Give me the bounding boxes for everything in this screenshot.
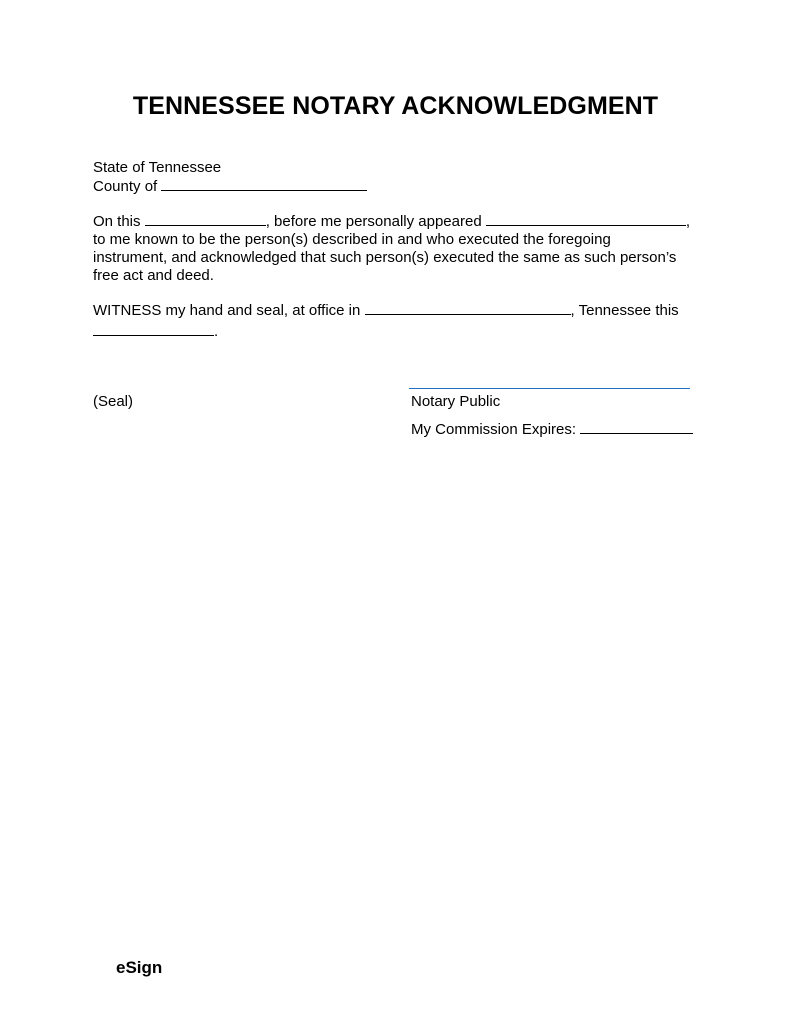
- esign-logo: eSign: [116, 958, 163, 977]
- county-line: [93, 177, 367, 196]
- date-blank[interactable]: [145, 212, 266, 226]
- para-line-4: free act and deed.: [93, 267, 214, 284]
- commission-label: My Commission Expires:: [411, 421, 577, 438]
- witness-paragraph: [93, 301, 705, 341]
- para-line-2: to me known to be the person(s) described in and who executed the foregoing: [93, 231, 611, 248]
- witness-line-1: [93, 301, 705, 320]
- notary-signature-line[interactable]: [409, 388, 690, 389]
- witness-tennessee-text: , Tennessee this: [570, 302, 679, 319]
- commission-expiry-blank[interactable]: [580, 420, 693, 434]
- county-label: County of: [93, 178, 158, 195]
- document-title: TENNESSEE NOTARY ACKNOWLEDGMENT: [132, 92, 659, 120]
- para-appeared-text: , before me personally appeared: [265, 213, 482, 230]
- county-blank[interactable]: [161, 177, 367, 191]
- office-location-blank[interactable]: [365, 301, 571, 315]
- witness-line-2: [93, 322, 705, 341]
- para-line-1: [93, 212, 705, 231]
- para-comma: ,: [685, 213, 691, 230]
- para-line-3: instrument, and acknowledged that such person(s) executed the same as such person’s: [93, 249, 677, 266]
- para-on-this-text: On this: [93, 213, 141, 230]
- witness-period: .: [214, 323, 219, 340]
- person-name-blank[interactable]: [486, 212, 686, 226]
- notary-public-label: Notary Public: [411, 393, 501, 410]
- acknowledgment-paragraph: [93, 212, 705, 285]
- seal-label: (Seal): [93, 393, 134, 410]
- witness-text: WITNESS my hand and seal, at office in: [93, 302, 361, 319]
- state-line: State of Tennessee: [93, 159, 222, 176]
- witness-date-blank[interactable]: [93, 322, 214, 336]
- commission-line: [411, 420, 693, 439]
